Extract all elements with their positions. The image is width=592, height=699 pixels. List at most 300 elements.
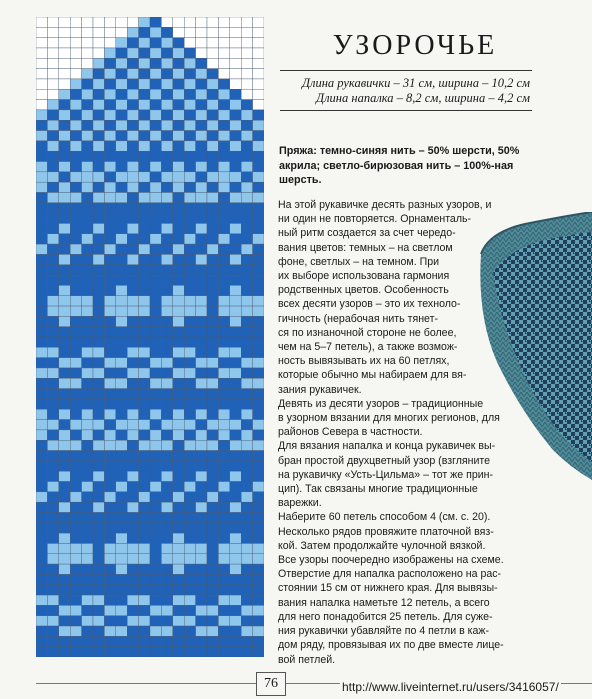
chart-cell: [93, 595, 104, 605]
chart-cell: [104, 234, 115, 244]
chart-cell: [47, 574, 58, 584]
chart-cell: [241, 141, 252, 151]
chart-cell: [184, 512, 195, 522]
chart-cell: [196, 285, 207, 295]
chart-cell: [47, 69, 58, 79]
chart-cell: [70, 636, 81, 646]
chart-cell: [196, 254, 207, 264]
chart-cell: [196, 440, 207, 450]
chart-cell: [150, 234, 161, 244]
chart-cell: [82, 89, 93, 99]
chart-cell: [82, 58, 93, 68]
chart-cell: [241, 120, 252, 130]
chart-cell: [230, 595, 241, 605]
chart-cell: [104, 585, 115, 595]
chart-cell: [70, 120, 81, 130]
chart-cell: [59, 482, 70, 492]
chart-cell: [184, 533, 195, 543]
chart-cell: [150, 554, 161, 564]
chart-cell: [184, 430, 195, 440]
chart-cell: [173, 182, 184, 192]
chart-cell: [47, 120, 58, 130]
chart-cell: [230, 38, 241, 48]
chart-cell: [59, 358, 70, 368]
chart-cell: [82, 316, 93, 326]
chart-cell: [230, 337, 241, 347]
chart-cell: [253, 27, 264, 37]
chart-cell: [82, 100, 93, 110]
chart-cell: [150, 616, 161, 626]
chart-cell: [70, 512, 81, 522]
chart-cell: [218, 378, 229, 388]
chart-cell: [104, 358, 115, 368]
chart-cell: [104, 17, 115, 27]
chart-cell: [127, 647, 138, 657]
chart-cell: [218, 399, 229, 409]
chart-cell: [207, 182, 218, 192]
chart-cell: [36, 244, 47, 254]
chart-cell: [230, 502, 241, 512]
chart-cell: [70, 265, 81, 275]
chart-cell: [150, 533, 161, 543]
chart-cell: [116, 461, 127, 471]
chart-cell: [116, 316, 127, 326]
chart-cell: [82, 213, 93, 223]
chart-cell: [127, 192, 138, 202]
chart-cell: [150, 213, 161, 223]
chart-cell: [59, 151, 70, 161]
chart-cell: [184, 368, 195, 378]
chart-cell: [207, 647, 218, 657]
chart-cell: [116, 110, 127, 120]
chart-cell: [36, 461, 47, 471]
chart-cell: [184, 234, 195, 244]
chart-cell: [116, 275, 127, 285]
chart-cell: [127, 461, 138, 471]
chart-cell: [93, 223, 104, 233]
chart-cell: [207, 306, 218, 316]
chart-cell: [104, 79, 115, 89]
chart-cell: [93, 192, 104, 202]
chart-cell: [70, 451, 81, 461]
chart-cell: [161, 337, 172, 347]
chart-cell: [207, 244, 218, 254]
chart-cell: [173, 502, 184, 512]
chart-cell: [173, 420, 184, 430]
chart-cell: [207, 543, 218, 553]
chart-cell: [173, 471, 184, 481]
chart-cell: [161, 48, 172, 58]
chart-cell: [139, 316, 150, 326]
chart-cell: [104, 420, 115, 430]
chart-cell: [47, 110, 58, 120]
chart-cell: [70, 172, 81, 182]
chart-cell: [173, 48, 184, 58]
chart-cell: [82, 502, 93, 512]
chart-cell: [139, 306, 150, 316]
chart-cell: [104, 482, 115, 492]
chart-cell: [127, 244, 138, 254]
chart-cell: [196, 574, 207, 584]
chart-cell: [47, 316, 58, 326]
chart-cell: [82, 461, 93, 471]
chart-cell: [59, 389, 70, 399]
chart-cell: [253, 492, 264, 502]
chart-cell: [150, 285, 161, 295]
chart-cell: [36, 389, 47, 399]
chart-cell: [230, 368, 241, 378]
chart-cell: [241, 585, 252, 595]
chart-cell: [104, 389, 115, 399]
chart-cell: [184, 120, 195, 130]
chart-cell: [184, 616, 195, 626]
chart-cell: [59, 409, 70, 419]
chart-cell: [116, 27, 127, 37]
chart-cell: [104, 347, 115, 357]
chart-cell: [36, 574, 47, 584]
chart-cell: [70, 378, 81, 388]
chart-cell: [241, 616, 252, 626]
chart-cell: [70, 409, 81, 419]
title-bottom-rule: [280, 110, 532, 111]
chart-cell: [82, 172, 93, 182]
chart-cell: [36, 69, 47, 79]
chart-cell: [47, 347, 58, 357]
chart-cell: [241, 451, 252, 461]
chart-cell: [207, 131, 218, 141]
chart-cell: [230, 213, 241, 223]
chart-cell: [173, 223, 184, 233]
chart-cell: [207, 38, 218, 48]
chart-cell: [139, 574, 150, 584]
chart-cell: [253, 131, 264, 141]
chart-cell: [93, 502, 104, 512]
chart-cell: [241, 69, 252, 79]
chart-cell: [139, 275, 150, 285]
chart-cell: [253, 265, 264, 275]
chart-cell: [161, 120, 172, 130]
chart-cell: [36, 213, 47, 223]
chart-cell: [196, 378, 207, 388]
chart-cell: [47, 275, 58, 285]
chart-cell: [70, 316, 81, 326]
chart-cell: [196, 151, 207, 161]
chart-cell: [93, 399, 104, 409]
chart-cell: [59, 89, 70, 99]
chart-cell: [104, 254, 115, 264]
chart-cell: [139, 533, 150, 543]
chart-cell: [104, 636, 115, 646]
chart-cell: [127, 265, 138, 275]
chart-cell: [116, 172, 127, 182]
chart-cell: [196, 492, 207, 502]
chart-cell: [218, 440, 229, 450]
chart-cell: [116, 399, 127, 409]
chart-cell: [127, 605, 138, 615]
chart-cell: [184, 523, 195, 533]
chart-cell: [93, 275, 104, 285]
chart-cell: [196, 533, 207, 543]
chart-cell: [218, 244, 229, 254]
chart-cell: [253, 223, 264, 233]
chart-cell: [230, 574, 241, 584]
chart-cell: [59, 17, 70, 27]
chart-cell: [139, 420, 150, 430]
chart-cell: [36, 399, 47, 409]
chart-cell: [150, 512, 161, 522]
chart-cell: [150, 141, 161, 151]
chart-cell: [47, 223, 58, 233]
chart-cell: [173, 213, 184, 223]
chart-cell: [207, 368, 218, 378]
chart-cell: [207, 89, 218, 99]
chart-cell: [196, 564, 207, 574]
chart-cell: [36, 616, 47, 626]
chart-cell: [241, 605, 252, 615]
chart-cell: [218, 636, 229, 646]
chart-cell: [93, 358, 104, 368]
chart-cell: [70, 203, 81, 213]
chart-cell: [93, 616, 104, 626]
chart-cell: [207, 585, 218, 595]
chart-cell: [47, 151, 58, 161]
chart-cell: [82, 585, 93, 595]
chart-cell: [207, 48, 218, 58]
chart-cell: [218, 79, 229, 89]
chart-cell: [241, 420, 252, 430]
chart-cell: [36, 48, 47, 58]
chart-cell: [59, 296, 70, 306]
chart-cell: [218, 368, 229, 378]
chart-cell: [47, 254, 58, 264]
chart-cell: [127, 162, 138, 172]
chart-cell: [241, 38, 252, 48]
chart-cell: [218, 162, 229, 172]
chart-cell: [59, 564, 70, 574]
chart-cell: [150, 110, 161, 120]
chart-cell: [36, 141, 47, 151]
knitting-pattern-chart: [36, 17, 264, 657]
chart-cell: [253, 616, 264, 626]
chart-cell: [93, 512, 104, 522]
chart-cell: [241, 471, 252, 481]
chart-cell: [59, 399, 70, 409]
chart-cell: [104, 131, 115, 141]
chart-cell: [139, 100, 150, 110]
text-line: районов Севера в частности.: [278, 426, 423, 439]
chart-cell: [150, 172, 161, 182]
chart-cell: [150, 265, 161, 275]
chart-cell: [93, 574, 104, 584]
chart-cell: [82, 647, 93, 657]
chart-cell: [116, 471, 127, 481]
chart-cell: [47, 440, 58, 450]
chart-cell: [36, 647, 47, 657]
chart-cell: [207, 461, 218, 471]
text-line: Девять из десяти узоров – традиционные: [278, 397, 484, 410]
chart-cell: [104, 203, 115, 213]
chart-cell: [116, 223, 127, 233]
chart-cell: [241, 358, 252, 368]
chart-cell: [82, 285, 93, 295]
chart-cell: [59, 234, 70, 244]
chart-cell: [104, 626, 115, 636]
chart-cell: [127, 399, 138, 409]
chart-cell: [241, 275, 252, 285]
chart-cell: [104, 451, 115, 461]
chart-cell: [139, 564, 150, 574]
chart-cell: [253, 89, 264, 99]
chart-cell: [70, 141, 81, 151]
chart-cell: [116, 409, 127, 419]
chart-cell: [70, 48, 81, 58]
chart-cell: [82, 48, 93, 58]
chart-cell: [104, 492, 115, 502]
chart-cell: [70, 554, 81, 564]
chart-cell: [127, 58, 138, 68]
chart-cell: [36, 285, 47, 295]
chart-cell: [184, 347, 195, 357]
chart-cell: [241, 378, 252, 388]
chart-cell: [173, 131, 184, 141]
chart-cell: [104, 265, 115, 275]
chart-cell: [47, 234, 58, 244]
chart-cell: [116, 213, 127, 223]
chart-cell: [47, 523, 58, 533]
chart-cell: [253, 58, 264, 68]
chart-cell: [253, 502, 264, 512]
chart-cell: [207, 533, 218, 543]
chart-cell: [184, 265, 195, 275]
chart-cell: [139, 192, 150, 202]
chart-cell: [59, 512, 70, 522]
chart-cell: [173, 512, 184, 522]
chart-cell: [70, 100, 81, 110]
chart-cell: [36, 636, 47, 646]
chart-cell: [47, 482, 58, 492]
chart-cell: [218, 17, 229, 27]
chart-cell: [241, 17, 252, 27]
chart-cell: [161, 512, 172, 522]
chart-cell: [150, 58, 161, 68]
chart-cell: [70, 358, 81, 368]
chart-cell: [241, 203, 252, 213]
chart-cell: [116, 451, 127, 461]
chart-cell: [93, 543, 104, 553]
chart-cell: [173, 38, 184, 48]
chart-cell: [59, 254, 70, 264]
chart-cell: [207, 69, 218, 79]
chart-cell: [253, 554, 264, 564]
chart-cell: [173, 543, 184, 553]
chart-cell: [253, 574, 264, 584]
chart-cell: [161, 172, 172, 182]
chart-cell: [218, 254, 229, 264]
chart-cell: [150, 38, 161, 48]
chart-cell: [230, 605, 241, 615]
chart-cell: [230, 512, 241, 522]
chart-cell: [161, 574, 172, 584]
chart-cell: [241, 110, 252, 120]
chart-cell: [70, 420, 81, 430]
chart-cell: [70, 306, 81, 316]
chart-cell: [184, 285, 195, 295]
chart-cell: [150, 131, 161, 141]
chart-cell: [116, 306, 127, 316]
chart-cell: [59, 440, 70, 450]
chart-cell: [127, 131, 138, 141]
chart-cell: [241, 327, 252, 337]
chart-cell: [59, 626, 70, 636]
chart-cell: [207, 482, 218, 492]
chart-cell: [70, 296, 81, 306]
chart-cell: [230, 192, 241, 202]
chart-cell: [253, 647, 264, 657]
chart-cell: [253, 275, 264, 285]
chart-cell: [150, 523, 161, 533]
text-line: вания цветов: темных – на светлом: [278, 241, 453, 254]
chart-cell: [104, 58, 115, 68]
chart-cell: [161, 306, 172, 316]
chart-cell: [139, 296, 150, 306]
chart-cell: [93, 285, 104, 295]
chart-cell: [127, 626, 138, 636]
chart-cell: [82, 409, 93, 419]
chart-cell: [184, 38, 195, 48]
mitten-photo: [455, 212, 592, 480]
chart-cell: [184, 492, 195, 502]
chart-cell: [70, 543, 81, 553]
chart-cell: [161, 430, 172, 440]
chart-cell: [59, 203, 70, 213]
chart-cell: [184, 564, 195, 574]
chart-cell: [36, 151, 47, 161]
chart-cell: [70, 285, 81, 295]
chart-cell: [150, 585, 161, 595]
chart-cell: [47, 213, 58, 223]
chart-cell: [241, 27, 252, 37]
chart-cell: [139, 482, 150, 492]
chart-cell: [196, 141, 207, 151]
chart-cell: [59, 378, 70, 388]
chart-cell: [116, 595, 127, 605]
chart-cell: [207, 492, 218, 502]
chart-cell: [127, 512, 138, 522]
chart-cell: [241, 523, 252, 533]
chart-cell: [82, 574, 93, 584]
chart-cell: [127, 616, 138, 626]
chart-cell: [116, 616, 127, 626]
text-line: родственных цветов. Особенность: [278, 284, 449, 297]
chart-cell: [93, 626, 104, 636]
chart-cell: [218, 27, 229, 37]
chart-cell: [173, 327, 184, 337]
text-line: цип). Так связаны многие традиционные: [278, 483, 478, 496]
chart-cell: [241, 440, 252, 450]
chart-cell: [82, 265, 93, 275]
chart-cell: [196, 430, 207, 440]
chart-cell: [93, 244, 104, 254]
chart-cell: [218, 285, 229, 295]
chart-cell: [139, 327, 150, 337]
chart-cell: [230, 265, 241, 275]
chart-cell: [161, 79, 172, 89]
chart-cell: [127, 27, 138, 37]
chart-cell: [173, 399, 184, 409]
chart-cell: [36, 316, 47, 326]
chart-cell: [161, 17, 172, 27]
chart-cell: [253, 409, 264, 419]
